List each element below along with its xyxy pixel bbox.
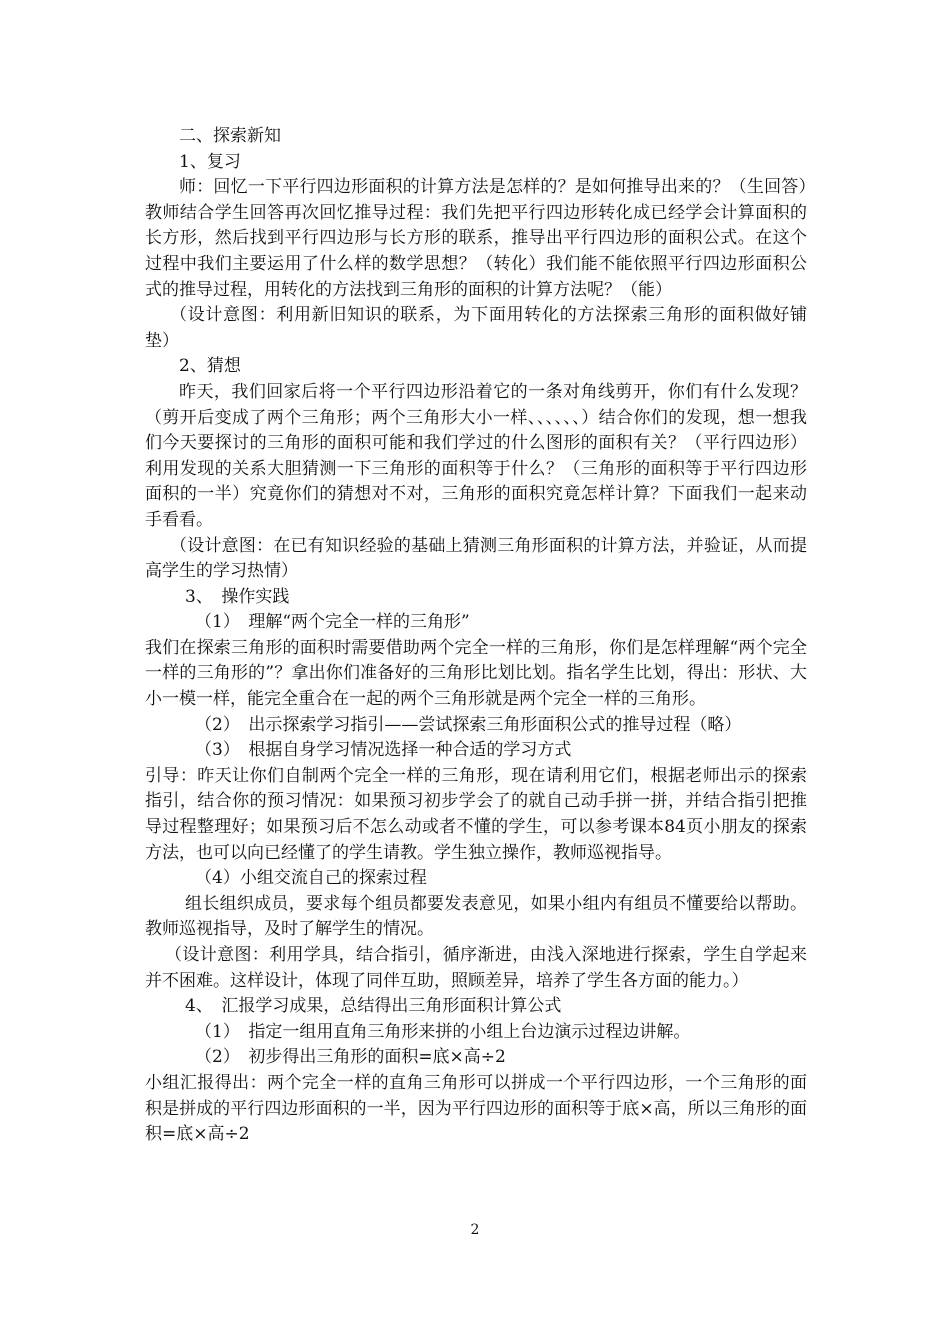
design-note: （设计意图：在已有知识经验的基础上猜测三角形面积的计算方法，并验证，从而提高学生的学习热情） [145,535,807,582]
body-paragraph: 小组汇报得出：两个完全一样的直角三角形可以拼成一个平行四边形，一个三角形的面积是拼成的平行四边形面积的一半，因为平行四边形的面积等于底×高，所以三角形的面积=底×高÷2 [145,1072,807,1145]
subsection-heading: 1、复习 [179,151,241,172]
list-item: （4）小组交流自己的探索过程 [195,868,427,889]
section-heading: 二、探索新知 [179,126,281,146]
document-body [145,124,807,1148]
design-note: （设计意图：利用新旧知识的联系，为下面用转化的方法探索三角形的面积做好铺垫） [145,305,807,351]
list-item: （1） 指定一组用直角三角形来拼的小组上台边演示过程边讲解。 [195,1021,691,1042]
list-item: （2） 初步得出三角形的面积=底×高÷2 [195,1047,506,1068]
list-item: （2） 出示探索学习指引——尝试探索三角形面积公式的推导过程（略） [195,714,742,735]
subsection-heading: 4、 汇报学习成果，总结得出三角形面积计算公式 [185,996,562,1017]
design-note: （设计意图：利用学具，结合指引，循序渐进，由浅入深地进行探索，学生自学起来并不困难。这样设计，体现了同伴互助，照顾差异，培养了学生各方面的能力。） [145,945,807,991]
body-paragraph: 我们在探索三角形的面积时需要借助两个完全一样的三角形，你们是怎样理解“两个完全一样的三角形的”？拿出你们准备好的三角形比划比划。指名学生比划，得出：形状、大小一模一样，能完全重合在一起的两个三角形就是两个完全一样的三角形。 [145,637,807,710]
subsection-heading: 3、 操作实践 [185,586,290,607]
body-paragraph: 组长组织成员，要求每个组员都要发表意见，如果小组内有组员不懂要给以帮助。教师巡视指导，及时了解学生的情况。 [145,893,807,940]
body-paragraph: 引导：昨天让你们自制两个完全一样的三角形，现在请利用它们，根据老师出示的探索指引，结合你的预习情况：如果预习初步学会了的就自己动手拼一拼，并结合指引把推导过程整理好；如果预习后不怎么动或者不懂的学生，可以参考课本84页小朋友的探索方法，也可以向已经懂了的学生请教。学生独立操作，教师巡视指导。 [145,765,807,863]
list-item: （1） 理解“两个完全一样的三角形” [195,612,470,633]
subsection-heading: 2、猜想 [179,356,241,377]
body-paragraph: 师：回忆一下平行四边形面积的计算方法是怎样的？是如何推导出来的？（生回答）教师结合学生回答再次回忆推导过程：我们先把平行四边形转化成已经学会计算面积的长方形，然后找到平行四边形与长方形的联系，推导出平行四边形的面积公式。在这个过程中我们主要运用了什么样的数学思想？（转化）我们能不能依照平行四边形面积公式的推导过程，用转化的方法找到三角形的面积的计算方法呢？（能） [145,177,807,300]
body-paragraph: 昨天，我们回家后将一个平行四边形沿着它的一条对角线剪开，你们有什么发现？（剪开后变成了两个三角形；两个三角形大小一样、、、、、、）结合你们的发现，想一想我们今天要探讨的三角形的面积可能和我们学过的什么图形的面积有关？（平行四边形）利用发现的关系大胆猜测一下三角形的面积等于什么？（三角形的面积等于平行四边形面积的一半）究竟你们的猜想对不对，三角形的面积究竟怎样计算？下面我们一起来动手看看。 [145,381,807,530]
list-item: （3） 根据自身学习情况选择一种合适的学习方式 [195,740,572,761]
page-number: 2 [470,1222,480,1238]
